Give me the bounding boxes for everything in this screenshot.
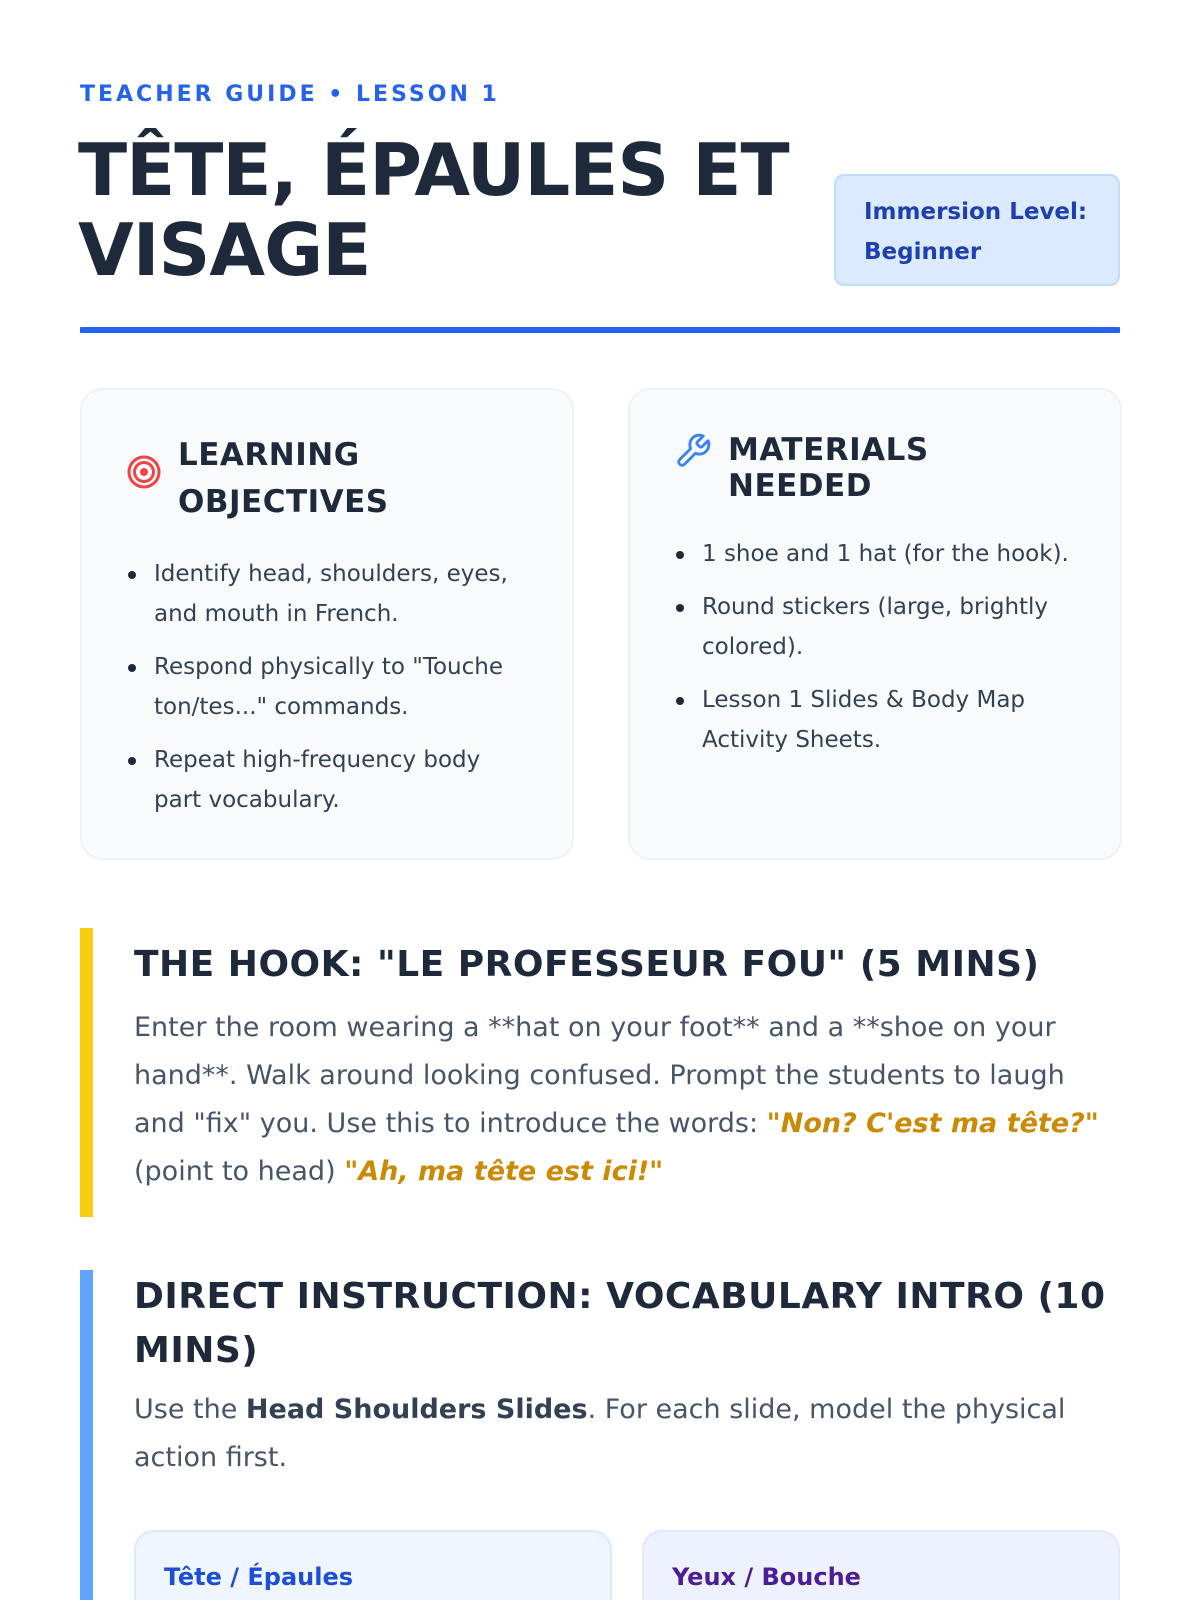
list-item: Identify head, shoulders, eyes, and mouth in French.	[126, 554, 528, 634]
hook-accent-bar	[80, 928, 93, 1217]
hook-section	[80, 928, 1120, 1217]
vocab-card-head-shoulders	[134, 1530, 612, 1600]
vocab-card-title: Yeux / Bouche	[672, 1563, 861, 1591]
learning-objectives-card	[80, 388, 574, 860]
materials-needed-card	[628, 388, 1122, 860]
list-item: Lesson 1 Slides & Body Map Activity Sheets.	[674, 680, 1076, 760]
lesson-eyebrow: TEACHER GUIDE • LESSON 1	[80, 82, 500, 107]
target-icon	[126, 454, 162, 494]
french-phrase: "Ah, ma tête est ici!"	[344, 1156, 664, 1187]
hook-text: (point to head)	[134, 1156, 345, 1187]
hook-text: Enter the room wearing a **hat on your foot** and a **shoe on your hand**. Walk around looking confused. Prompt the students to laugh and "fix" you. Use this to introduce the words:	[134, 1012, 1065, 1139]
hook-title: THE HOOK: "LE PROFESSEUR FOU" (5 MINS)	[134, 944, 1040, 985]
materials-needed-header	[674, 432, 1076, 504]
vocab-card-title: Tête / Épaules	[164, 1563, 354, 1591]
learning-objectives-list	[126, 554, 528, 820]
list-item: Round stickers (large, brightly colored).	[674, 587, 1076, 667]
materials-needed-list	[674, 534, 1076, 760]
slides-name: Head Shoulders Slides	[245, 1394, 588, 1425]
vocab-card-eyes-mouth	[642, 1530, 1120, 1600]
materials-needed-title: MATERIALS NEEDED	[728, 432, 929, 504]
direct-instruction-description	[134, 1386, 1120, 1482]
list-item: 1 shoe and 1 hat (for the hook).	[674, 534, 1076, 574]
hook-description	[134, 1004, 1120, 1196]
header-divider	[80, 327, 1120, 333]
wrench-icon	[674, 432, 712, 474]
list-item: Respond physically to "Touche ton/tes..." commands.	[126, 647, 528, 727]
immersion-level-badge: Immersion Level: Beginner	[834, 174, 1120, 286]
list-item: Repeat high-frequency body part vocabulary.	[126, 740, 528, 820]
direct-text: Use the	[134, 1394, 246, 1425]
page-title: TÊTE, ÉPAULES ET VISAGE	[78, 128, 789, 292]
french-phrase: "Non? C'est ma tête?"	[766, 1108, 1099, 1139]
direct-instruction-title: DIRECT INSTRUCTION: VOCABULARY INTRO (10 MINS)	[134, 1276, 1106, 1371]
learning-objectives-header	[126, 432, 528, 526]
direct-text: . For each slide, model the physical action first.	[134, 1394, 1066, 1473]
direct-instruction-accent-bar	[80, 1270, 93, 1600]
learning-objectives-title: LEARNING OBJECTIVES	[178, 437, 389, 520]
